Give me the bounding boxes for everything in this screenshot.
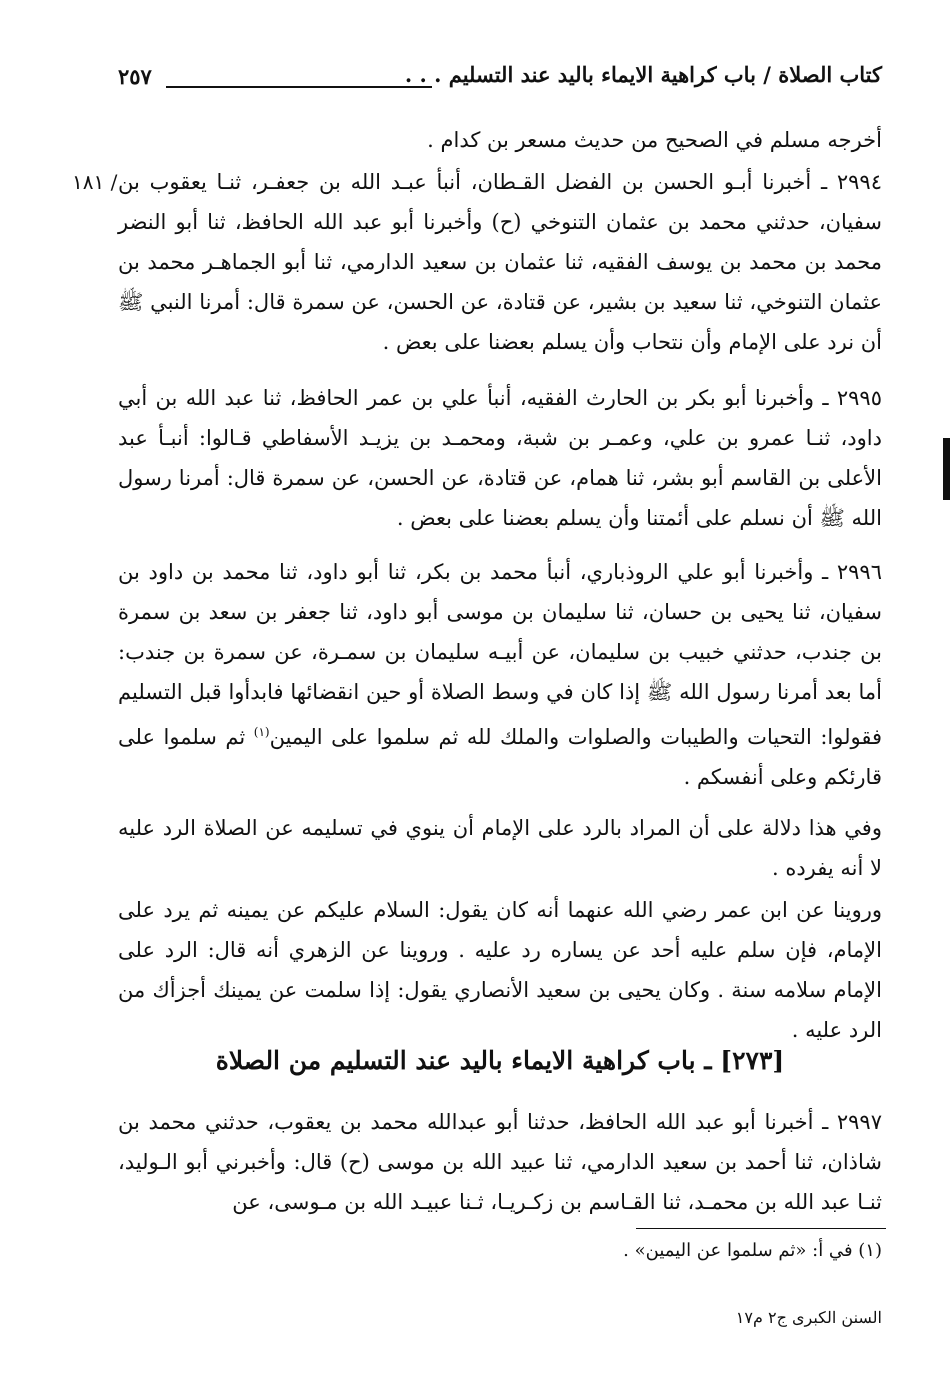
intro-paragraph	[118, 120, 882, 160]
commentary-paragraph	[118, 808, 882, 888]
hadith-2996-text: ٢٩٩٦ ـ وأخبرنا أبو علي الروذباري، أنبأ محمد بن بكر، ثنا أبو داود، ثنا محمد بن داود بن سفيان، ثنا يحيى بن حسان، ثنا سليمان بن موسى أبو داود، ثنا جعفر بن سعد بن سمرة بن جندب، حدثني خبيب بن سليمان، عن أبيـه سليمان بن سمـرة، عن سمرة بن جندب: أما بعد أمرنا رسول الله ﷺ إذا كان في وسط الصلاة أو حين انقضائها فابدأوا قبل التسليم فقولوا: التحيات والطيبات والصلوات والملك لله ثم سلموا على اليمين	[118, 560, 882, 749]
footnote-rule	[636, 1228, 886, 1229]
hadith-2995-text: ٢٩٩٥ ـ وأخبرنا أبو بكر بن الحارث الفقيه، أنبأ علي بن عمر الحافظ، ثنا عبد الله بن أبي داود، ثنـا عمرو بن علي، وعمـر بن شبة، ومحمـد بن يزيـد الأسفاطي قـالوا: أنبـأ عبد الأعلى بن القاسم أبو بشر، ثنا همام، عن قتادة، عن الحسن، عن سمرة قال: أمرنا رسول الله ﷺ أن نسلم على أئمتنا وأن يسلم بعضنا على بعض .	[118, 386, 882, 530]
hadith-2995	[118, 378, 882, 538]
intro-text: أخرجه مسلم في الصحيح من حديث مسعر بن كدام .	[427, 128, 882, 152]
side-thumb-marker	[943, 438, 950, 500]
header-title: كتاب الصلاة / باب كراهية الايماء باليد عند التسليم . . .	[404, 62, 882, 87]
footnote-reference: (١)	[253, 725, 270, 739]
section-heading: [٢٧٣] ـ باب كراهية الايماء باليد عند التسليم من الصلاة	[215, 1046, 785, 1075]
ibn-umar-text: وروينا عن ابن عمر رضي الله عنهما أنه كان يقول: السلام عليكم عن يمينه ثم يرد على الإمام، فإن سلم عليه أحد عن يساره رد عليه . وروينا عن الزهري أنه قال: الرد على الإمام سلامه سنة . وكان يحيى بن سعيد الأنصاري يقول: إذا سلمت عن يمينك أجزأك من الرد عليه .	[118, 898, 882, 1042]
commentary-text: وفي هذا دلالة على أن المراد بالرد على الإمام أن ينوي في تسليمه عن الصلاة الرد عليه لا أنه يفرده .	[118, 816, 882, 880]
header-rule	[166, 86, 432, 88]
ibn-umar-paragraph	[118, 890, 882, 1050]
margin-note: / ١٨١	[72, 170, 118, 194]
hadith-2997	[118, 1102, 882, 1222]
hadith-2996-end: ثم سلموا على قارئكم وعلى أنفسكم .	[118, 725, 882, 789]
hadith-2997-text: ٢٩٩٧ ـ أخبرنا أبو عبد الله الحافظ، حدثنا أبو عبدالله محمد بن يعقوب، حدثني محمد بن شاذان، ثنا أحمد بن سعيد الدارمي، ثنا عبيد الله بن موسى (ح) قال: وأخبرني أبو الـوليد، ثنـا عبد الله بن محمـد، ثنا القـاسم بن زكـريـا، ثـنا عبيـد الله بن مـوسى، عن	[118, 1110, 882, 1214]
hadith-2996-paragraph	[118, 552, 882, 797]
hadith-2994	[118, 162, 882, 362]
hadith-2994-text: ٢٩٩٤ ـ أخبرنا أبـو الحسن بن الفضل القـطان، أنبأ عبـد الله بن جعفـر، ثنـا يعقوب بن سفيان، حدثني محمد بن عثمان التنوخي (ح) وأخبرنا أبو عبد الله الحافظ، ثنا أبو النضر محمد بن محمد بن يوسف الفقيه، ثنا عثمان بن سعيد الدارمي، ثنا أبو الجماهـر محمد بن عثمان التنوخي، ثنا سعيد بن بشير، عن قتادة، عن الحسن، عن سمرة قال: أمرنا النبي ﷺ أن نرد على الإمام وأن نتحاب وأن يسلم بعضنا على بعض .	[118, 170, 882, 354]
running-header	[118, 62, 882, 102]
hadith-2996	[118, 552, 882, 797]
page-number: ٢٥٧	[118, 64, 152, 89]
footnote: (١) في أ: «ثم سلموا عن اليمين» .	[623, 1240, 882, 1261]
printer-signature: السنن الكبرى ج٢ م١٧	[735, 1308, 882, 1327]
